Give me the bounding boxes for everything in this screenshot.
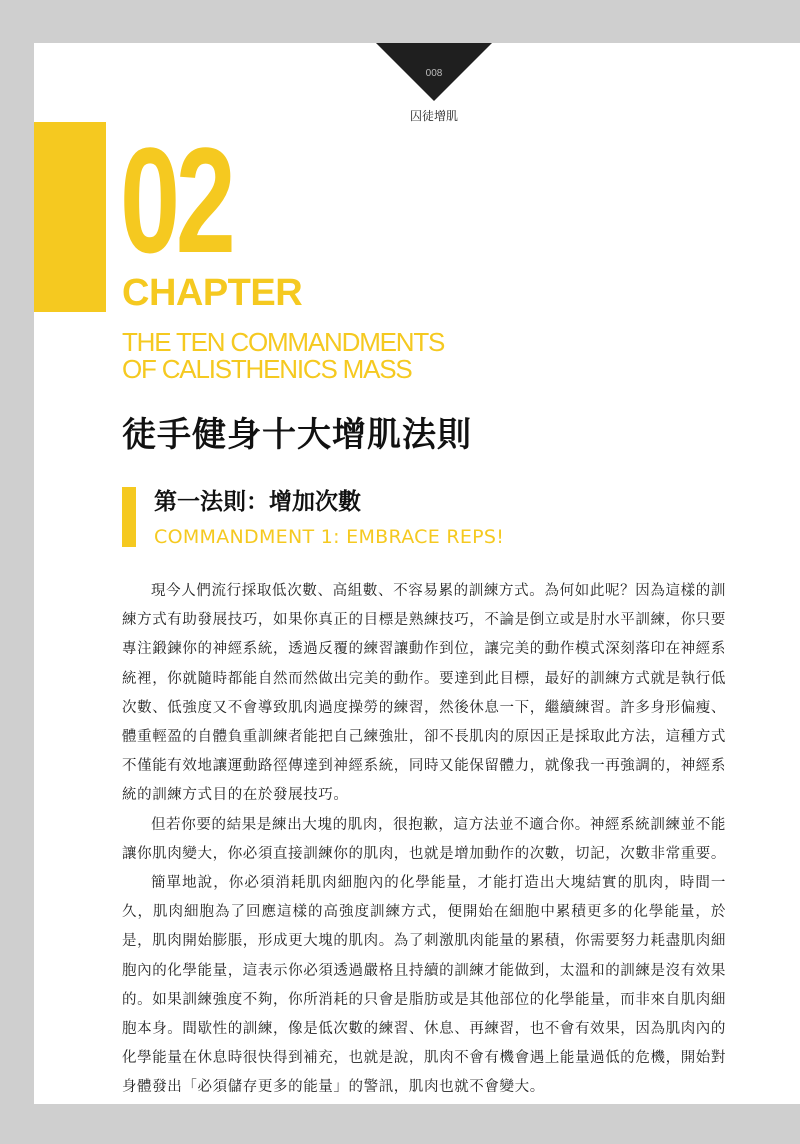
chapter-chinese-title: 徒手健身十大增肌法則 [122,415,472,455]
body-text [122,577,726,1103]
section-title-chinese: 第一法則：增加次數 [154,489,361,515]
paragraph-3: 簡單地說，你必須消耗肌肉細胞內的化學能量，才能打造出大塊結實的肌肉，時間一久，肌肉細胞為了回應這樣的高強度訓練方式，便開始在細胞中累積更多的化學能量，於是，肌肉開始膨脹，形成更大塊的肌肉。為了刺激肌肉能量的累積，你需要努力耗盡肌肉細胞內的化學能量，這表示你必須透過嚴格且持續的訓練才能做到，太溫和的訓練是沒有效果的。如果訓練強度不夠，你所消耗的只會是脂肪或是其他部位的化學能量，而非來自肌肉細胞本身。間歇性的訓練，像是低次數的練習、休息、再練習，也不會有效果，因為肌肉內的化學能量在休息時很快得到補充，也就是說，肌肉不會有機會遇上能量過低的危機，開始對身體發出「必須儲存更多的能量」的警訊，肌肉也就不會變大。 [122,875,726,1096]
section-title-english: COMMANDMENT 1: EMBRACE REPS! [154,526,505,548]
page-number: 008 [425,68,443,79]
chapter-english-title-line-2: OF CALISTHENICS MASS [122,354,412,384]
page-sheet [34,43,800,1104]
paragraph-1: 現今人們流行採取低次數、高組數、不容易累的訓練方式。為何如此呢？因為這樣的訓練方式有助發展技巧，如果你真正的目標是熟練技巧，不論是倒立或是肘水平訓練，你只要專注鍛鍊你的神經系統，透過反覆的練習讓動作到位，讓完美的動作模式深刻落印在神經系統裡，你就隨時都能自然而然做出完美的動作。要達到此目標，最好的訓練方式就是執行低次數、低強度又不會導致肌肉過度操勞的練習，然後休息一下，繼續練習。許多身形偏瘦、體重輕盈的自體負重訓練者能把自己練強壯，卻不長肌肉的原因正是採取此方法，這種方式不僅能有效地讓運動路徑傳達到神經系統，同時又能保留體力，就像我一再強調的，神經系統的訓練方式目的在於發展技巧。 [122,583,726,804]
section-accent-bar [122,487,136,547]
paragraph-2: 但若你要的結果是練出大塊的肌肉，很抱歉，這方法並不適合你。神經系統訓練並不能讓你肌肉變大，你必須直接訓練你的肌肉，也就是增加動作的次數，切記，次數非常重要。 [122,816,726,862]
chapter-number: 02 [120,116,232,284]
chapter-accent-band [34,122,106,312]
chapter-english-title [122,329,444,383]
chapter-english-title-line-1: THE TEN COMMANDMENTS [122,327,445,357]
chapter-label: CHAPTER [122,272,303,314]
running-header: 囚徒增肌 [409,109,458,123]
